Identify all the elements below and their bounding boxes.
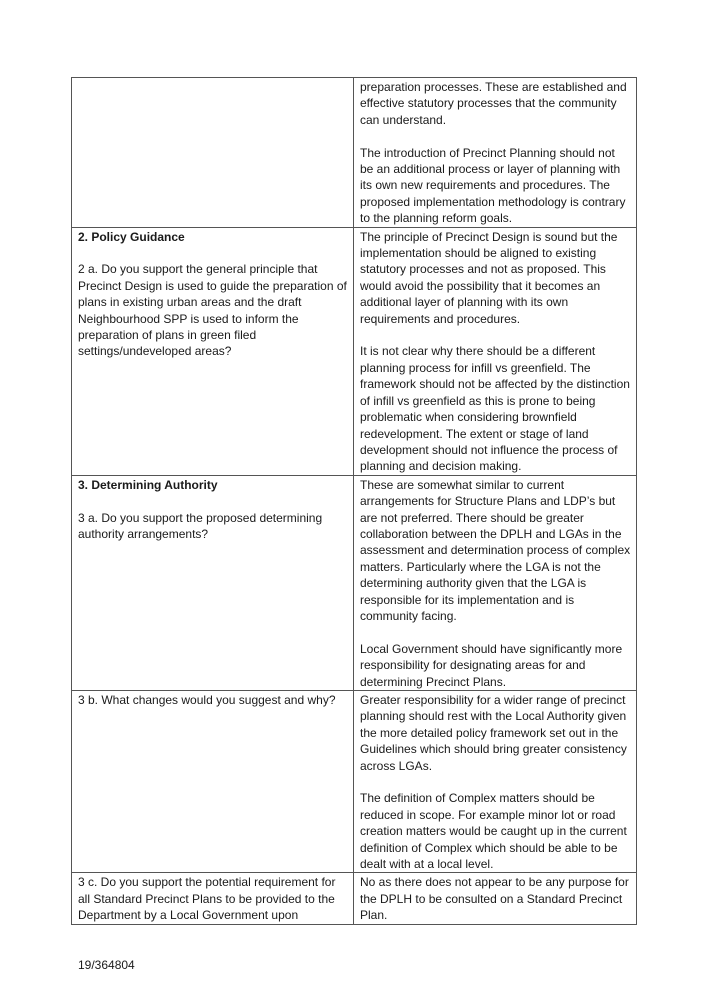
table-row: [72, 873, 637, 924]
table-row: [72, 690, 637, 872]
response-cell: [354, 227, 637, 475]
response-paragraph: Greater responsibility for a wider range of precinct planning should rest with the Local Authority given the more detailed policy framework set out in the Guidelines which should bring greater consistency across LGAs.: [360, 692, 627, 773]
response-cell: [354, 873, 637, 924]
question-cell: [72, 78, 354, 228]
question-cell: [72, 873, 354, 924]
response-cell: [354, 78, 637, 228]
response-paragraph: The introduction of Precinct Planning should not be an additional process or layer of planning with its own new requirements and procedures. The proposed implementation methodology is contrary to the planning reform goals.: [360, 145, 626, 226]
section-heading: 2. Policy Guidance: [78, 229, 185, 244]
table-row: [72, 78, 637, 228]
question-cell: [72, 475, 354, 690]
question-cell: [72, 227, 354, 475]
section-heading: 3. Determining Authority: [78, 477, 218, 492]
question-text: 2 a. Do you support the general principle that Precinct Design is used to guide the preparation of plans in existing urban areas and the draft Neighbourhood SPP is used to inform the preparation of plans in green filed settings/undeveloped areas?: [78, 262, 347, 359]
response-cell: [354, 475, 637, 690]
table-row: [72, 227, 637, 475]
table-row: [72, 475, 637, 690]
question-cell: [72, 690, 354, 872]
submission-table: [71, 77, 637, 925]
response-paragraph: It is not clear why there should be a different planning process for infill vs greenfield. The framework should not be affected by the distinction of infill vs greenfield as this is prone to being problematic when considering brownfield redevelopment. The extent or stage of land development should not influence the process of planning and decision making.: [360, 344, 630, 474]
response-paragraph: Local Government should have significantly more responsibility for designating areas for and determining Precinct Plans.: [360, 641, 623, 689]
response-cell: [354, 690, 637, 872]
response-paragraph: No as there does not appear to be any purpose for the DPLH to be consulted on a Standard Precinct Plan.: [360, 875, 629, 923]
question-text: 3 c. Do you support the potential requirement for all Standard Precinct Plans to be provided to the Department by a Local Government upon: [78, 875, 336, 923]
question-text: 3 b. What changes would you suggest and why?: [78, 692, 336, 707]
response-paragraph: preparation processes. These are established and effective statutory processes that the community can understand.: [360, 80, 627, 127]
response-paragraph: The definition of Complex matters should be reduced in scope. For example minor lot or road creation matters would be caught up in the current definition of Complex which should be able to be dealt with at a local level.: [360, 791, 627, 872]
response-paragraph: The principle of Precinct Design is sound but the implementation should be aligned to existing statutory processes and not as proposed. This would avoid the possibility that it becomes an additional layer of planning with its own requirements and procedures.: [360, 229, 618, 326]
question-text: 3 a. Do you support the proposed determining authority arrangements?: [78, 510, 323, 541]
document-reference: 19/364804: [78, 958, 135, 972]
response-paragraph: These are somewhat similar to current arrangements for Structure Plans and LDP’s but are not preferred. There should be greater collaboration between the DPLH and LGAs in the assessment and determination process of complex matters. Particularly where the LGA is not the determining authority given that the LGA is responsible for its implementation and is community facing.: [360, 477, 631, 623]
